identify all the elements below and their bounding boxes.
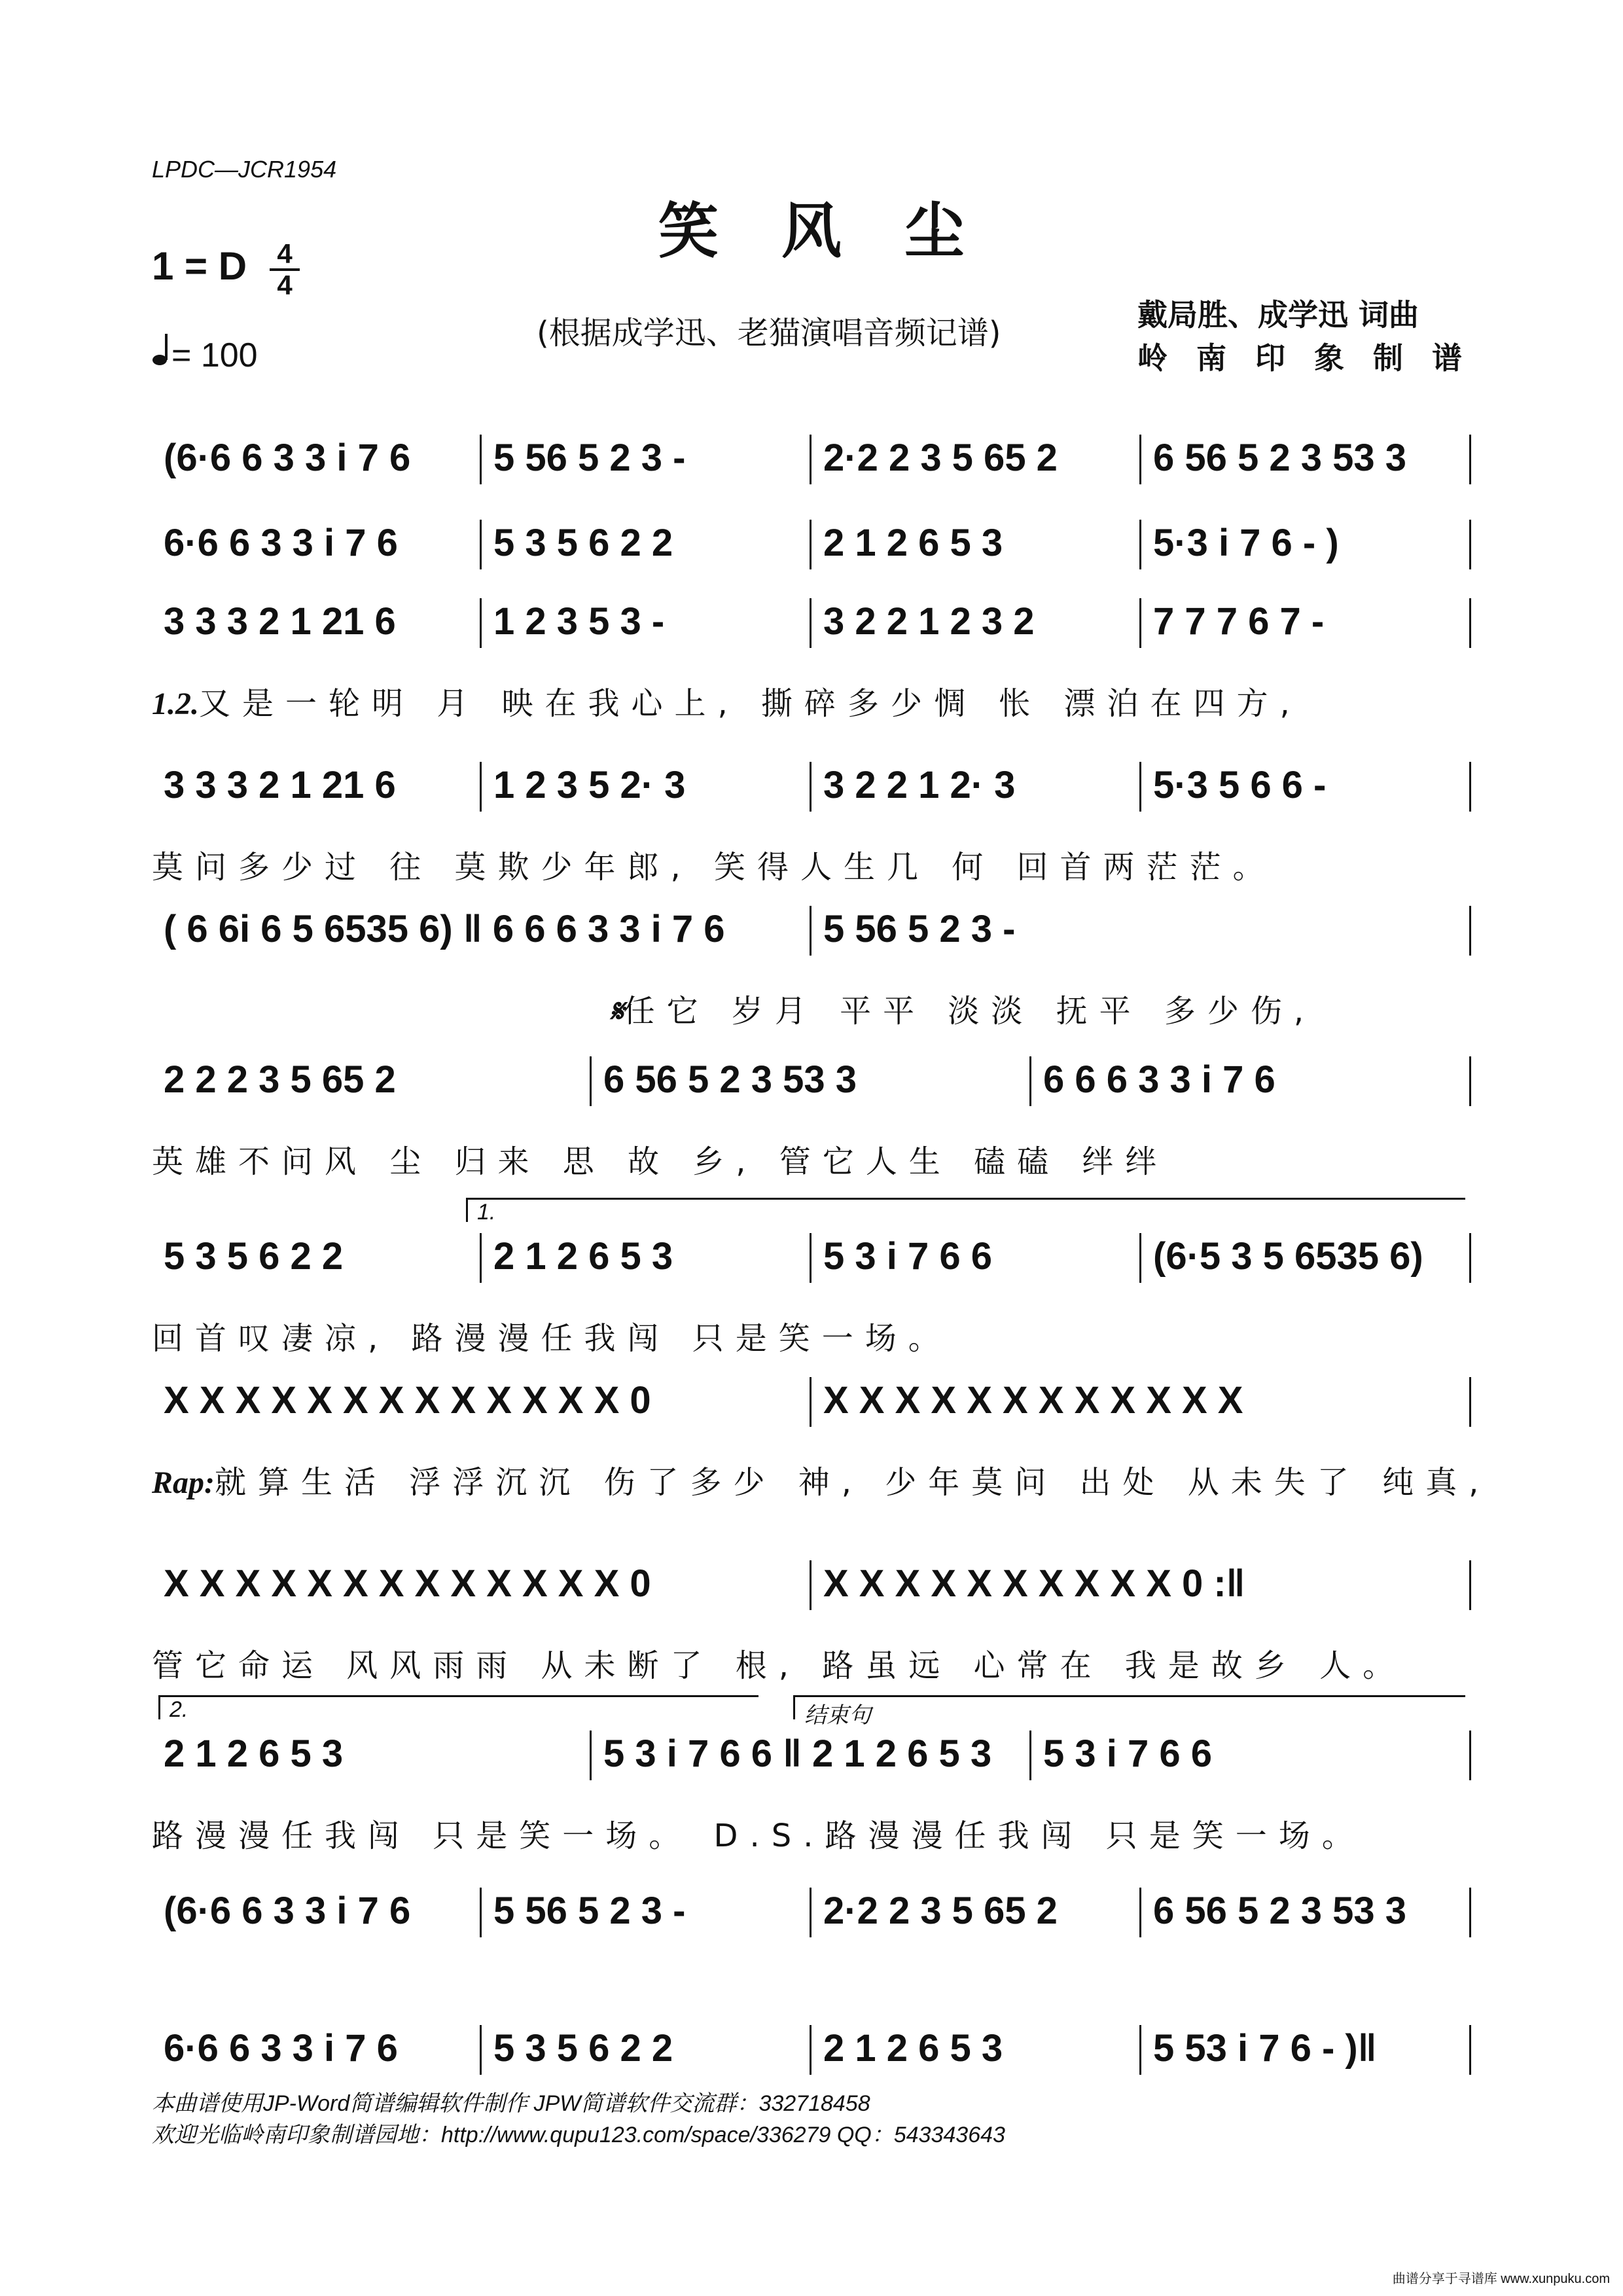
lyrics-prefix: 𝄋	[610, 994, 624, 1029]
notation-row	[152, 1885, 1471, 1937]
measure: X X X X X X X X X X 0 :‖	[823, 1562, 1245, 1605]
volta-bracket: 1.	[466, 1198, 1465, 1222]
barline	[1469, 1377, 1471, 1427]
barline	[810, 762, 812, 812]
lyrics-text: 管它命运 风风雨雨 从未断了 根, 路虽远 心常在 我是故乡 人。	[152, 1647, 1406, 1684]
page-title: 笑风尘	[658, 196, 1027, 266]
measure: 5 3 i 7 6 6 ‖ 2 1 2 6 5 3	[603, 1732, 992, 1775]
notation-row	[152, 759, 1471, 812]
tempo-value: = 100	[171, 336, 258, 374]
measure: 7 7 7 6 7 -	[1153, 600, 1325, 643]
measure: 2 2 2 3 5 65 2	[164, 1058, 396, 1101]
measure: 5 3 5 6 2 2	[493, 522, 673, 564]
lyrics-prefix: Rap:	[152, 1465, 215, 1500]
barline	[810, 435, 812, 484]
barline	[480, 1888, 482, 1937]
measure: 3 2 2 1 2 3 2	[823, 600, 1035, 643]
barline	[1469, 1888, 1471, 1937]
time-signature	[270, 238, 300, 300]
measure: 2 1 2 6 5 3	[823, 522, 1003, 564]
barline	[1139, 435, 1141, 484]
notation-row	[152, 432, 1471, 484]
barline	[810, 598, 812, 648]
barline	[810, 520, 812, 569]
notation-row	[152, 903, 1471, 956]
barline	[810, 1233, 812, 1283]
measure: 5 3 5 6 2 2	[493, 2027, 673, 2070]
measure: 3 3 3 2 1 21 6	[164, 600, 396, 643]
barline	[1469, 520, 1471, 569]
credit-composer: 戴局胜、成学迅 词曲	[1137, 297, 1419, 332]
barline	[1139, 762, 1141, 812]
volta-bracket: 2.	[158, 1695, 758, 1719]
notation-row	[152, 517, 1471, 569]
footer-line-2: 欢迎光临岭南印象制谱园地：http://www.qupu123.com/space/336279 QQ：543343643	[152, 2123, 1005, 2147]
lyrics-row	[152, 1457, 1490, 1502]
notation-row	[152, 1230, 1471, 1283]
barline	[810, 1888, 812, 1937]
key-signature: 1 = D	[152, 244, 247, 288]
lyrics-text: 任它 岁月 平平 淡淡 抚平 多少伤,	[623, 993, 1316, 1030]
measure: 5 56 5 2 3 -	[823, 908, 1016, 950]
measure: 2 1 2 6 5 3	[823, 2027, 1003, 2070]
footer	[152, 2088, 1005, 2151]
barline	[1029, 1056, 1031, 1106]
lyrics-row	[152, 1313, 952, 1358]
measure: 6 56 5 2 3 53 3	[1153, 437, 1406, 479]
lyrics-row	[152, 842, 1276, 887]
notation-row	[152, 1728, 1471, 1780]
meter-bottom: 4	[277, 270, 293, 300]
measure: 5 3 i 7 6 6	[823, 1235, 992, 1278]
measure: 3 3 3 2 1 21 6	[164, 764, 396, 806]
barline	[590, 1731, 592, 1780]
lyrics-text: 就算生活 浮浮沉沉 伤了多少 神, 少年莫问 出处 从未失了 纯真,	[215, 1464, 1491, 1501]
lyrics-text: 回首叹凄凉, 路漫漫任我闯 只是笑一场。	[152, 1320, 952, 1357]
lyrics-text: 又是一轮明 月 映在我心上, 撕碎多少惆 怅 漂泊在四方,	[199, 685, 1302, 722]
meter-top: 4	[277, 238, 293, 269]
measure: X X X X X X X X X X X X X 0	[164, 1562, 651, 1605]
barline	[480, 2025, 482, 2075]
credits	[1137, 293, 1491, 380]
measure: (6·6 6 3 3 i 7 6	[164, 1890, 411, 1932]
notation-row	[152, 1374, 1471, 1427]
measure: 6 6 6 3 3 i 7 6	[1043, 1058, 1275, 1101]
measure: ( 6 6i 6 5 6535 6) ‖ 6 6 6 3 3 i 7 6	[164, 908, 725, 950]
barline	[480, 762, 482, 812]
barline	[480, 520, 482, 569]
barline	[810, 906, 812, 956]
measure: X X X X X X X X X X X X	[823, 1379, 1243, 1422]
barline	[810, 1377, 812, 1427]
barline	[1139, 520, 1141, 569]
measure: 5 56 5 2 3 -	[493, 437, 686, 479]
barline	[480, 598, 482, 648]
footer-line-1: 本曲谱使用JP-Word简谱编辑软件制作 JPW简谱软件交流群：332718458	[152, 2091, 870, 2116]
measure: (6·5 3 5 6535 6)	[1153, 1235, 1423, 1278]
barline	[1469, 906, 1471, 956]
barline	[480, 1233, 482, 1283]
barline	[1469, 1056, 1471, 1106]
barline	[1469, 762, 1471, 812]
barline	[810, 2025, 812, 2075]
lyrics-row	[152, 678, 1302, 723]
barline	[1469, 1233, 1471, 1283]
lyrics-text: 英雄不问风 尘 归来 思 故 乡, 管它人生 磕磕 绊绊	[152, 1143, 1169, 1180]
lyrics-row	[610, 986, 1315, 1031]
measure: 2·2 2 3 5 65 2	[823, 1890, 1058, 1932]
barline	[480, 435, 482, 484]
subtitle: (根据成学迅、老猫演唱音频记谱)	[537, 315, 1001, 351]
notation-row	[152, 596, 1471, 648]
measure: 6·6 6 3 3 i 7 6	[164, 2027, 398, 2070]
tempo-marking	[152, 332, 258, 375]
quarter-note-icon	[152, 332, 171, 367]
barline	[1469, 1731, 1471, 1780]
barline	[1139, 1888, 1141, 1937]
barline	[1139, 2025, 1141, 2075]
score-code: LPDC—JCR1954	[152, 156, 337, 183]
lyrics-text: 路漫漫任我闯 只是笑一场。 D.S.路漫漫任我闯 只是笑一场。	[152, 1818, 1365, 1854]
measure: (6·6 6 3 3 i 7 6	[164, 437, 411, 479]
measure: 2·2 2 3 5 65 2	[823, 437, 1058, 479]
measure: 5·3 i 7 6 - )	[1153, 522, 1339, 564]
lyrics-text: 莫问多少过 往 莫欺少年郎, 笑得人生几 何 回首两茫茫。	[152, 849, 1276, 886]
notation-row	[152, 1054, 1471, 1106]
measure: 2 1 2 6 5 3	[493, 1235, 673, 1278]
credit-transcriber: 岭南印象制谱	[1137, 340, 1491, 376]
measure: 3 2 2 1 2· 3	[823, 764, 1016, 806]
measure: X X X X X X X X X X X X X 0	[164, 1379, 651, 1422]
lyrics-prefix: 1.2.	[152, 687, 199, 721]
notation-row	[152, 2022, 1471, 2075]
coda-bracket: 结束句	[793, 1695, 1465, 1719]
lyrics-row	[152, 1810, 1365, 1856]
notation-row	[152, 1558, 1471, 1610]
barline	[1469, 1560, 1471, 1610]
barline	[1139, 1233, 1141, 1283]
measure: 1 2 3 5 3 -	[493, 600, 665, 643]
measure: 6 56 5 2 3 53 3	[603, 1058, 857, 1101]
barline	[1469, 2025, 1471, 2075]
measure: 5 3 5 6 2 2	[164, 1235, 344, 1278]
measure: 6·6 6 3 3 i 7 6	[164, 522, 398, 564]
measure: 2 1 2 6 5 3	[164, 1732, 344, 1775]
measure: 5 3 i 7 6 6	[1043, 1732, 1212, 1775]
measure: 1 2 3 5 2· 3	[493, 764, 686, 806]
barline	[1469, 598, 1471, 648]
lyrics-row	[152, 1640, 1406, 1685]
barline	[810, 1560, 812, 1610]
measure: 6 56 5 2 3 53 3	[1153, 1890, 1406, 1932]
measure: 5 56 5 2 3 -	[493, 1890, 686, 1932]
measure: 5 53 i 7 6 - )‖	[1153, 2027, 1377, 2070]
measure: 5·3 5 6 6 -	[1153, 764, 1327, 806]
barline	[590, 1056, 592, 1106]
watermark: 曲谱分享于寻谱库 www.xunpuku.com	[1392, 2272, 1610, 2286]
barline	[1029, 1731, 1031, 1780]
lyrics-row	[152, 1136, 1168, 1181]
barline	[1139, 598, 1141, 648]
barline	[1469, 435, 1471, 484]
